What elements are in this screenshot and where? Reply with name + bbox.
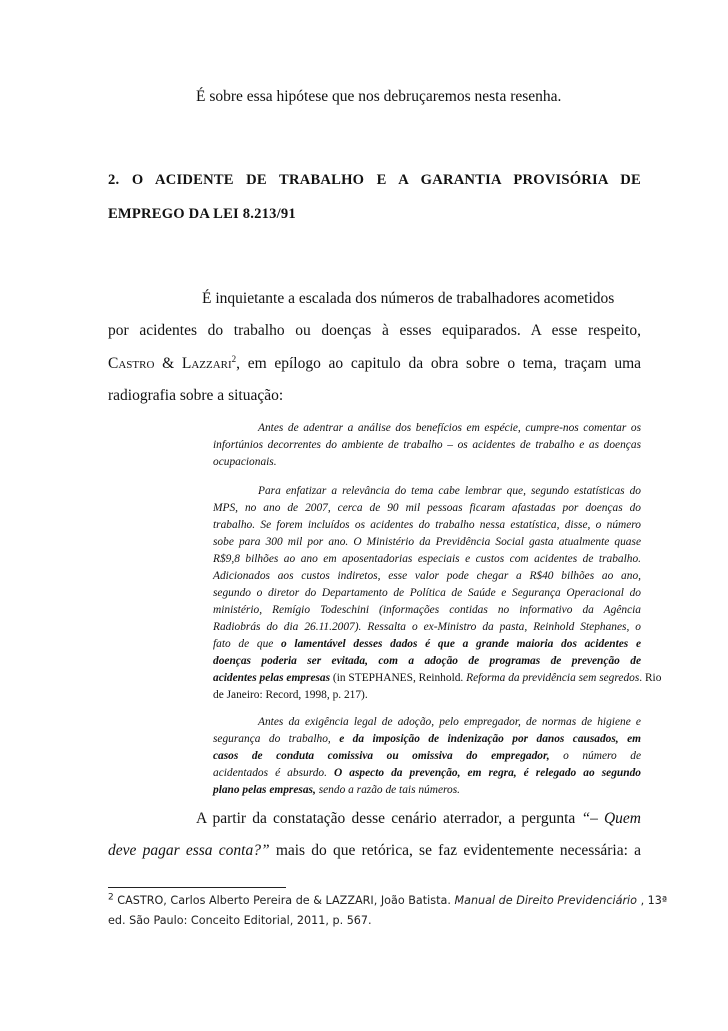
quote-2-line-10-a: fato de que (213, 638, 282, 650)
quote-3-line-4 (213, 767, 641, 779)
quote-2-line-12-b: (in STEPHANES, Reinhold. (330, 672, 467, 684)
author-lazzari-initial: L (181, 355, 192, 372)
quote-2-line-9: Radiobrás do dia 26.11.2007). Ressalta o ex-Ministro da pasta, Reinhold Stephanes, o (213, 621, 641, 633)
paragraph-2-line-2-b: mais do que retórica, se faz evidentemente necessária: a (269, 842, 642, 859)
quote-2-line-1: Para enfatizar a relevância do tema cabe lembrar que, segundo estatísticas do (258, 485, 641, 497)
quote-3-line-2-a: segurança do trabalho, (213, 733, 340, 745)
paragraph-1-line-3 (108, 355, 641, 373)
quote-2-line-12-c: Reforma da previdência sem segredos (466, 672, 640, 684)
quote-2-line-12 (213, 672, 662, 684)
quote-2-line-6: Adicionados aos custos indiretos, esse valor pode chegar a R$40 bilhões ao ano, (213, 570, 641, 582)
quote-3-line-4-b: O aspecto da prevenção, em regra, é relegado ao segundo (334, 767, 641, 779)
quote-1-line-3: ocupacionais. (213, 456, 277, 468)
quote-3-line-1: Antes da exigência legal de adoção, pelo empregador, de normas de higiene e (258, 716, 641, 728)
paragraph-1-line-2: por acidentes do trabalho ou doenças à esses equiparados. A esse respeito, (108, 322, 641, 339)
quote-2-line-11 (213, 655, 641, 667)
paragraph-2-line-1 (196, 810, 641, 828)
quote-2-line-10 (213, 638, 641, 650)
footnote-line-1-c: , 13ª (637, 894, 668, 907)
footnote-line-1-a: CASTRO, Carlos Alberto Pereira de & LAZZARI, João Batista. (113, 894, 455, 907)
footnote-number: 2 (108, 892, 114, 903)
quote-2-line-7: segundo o diretor do Departamento de Política de Saúde e Segurança Operacional do (213, 587, 641, 599)
section-heading-line-1: 2. O ACIDENTE DE TRABALHO E A GARANTIA PROVISÓRIA DE (108, 172, 641, 188)
quote-3-line-5-a: plano pelas empresas, (213, 784, 316, 796)
quote-2-line-12-a: acidentes pelas empresas (213, 672, 331, 684)
section-heading-line-2: EMPREGO DA LEI 8.213/91 (108, 206, 296, 222)
quote-2-line-11-b: doenças poderia ser evitada, com a adoção de programas de prevenção de (213, 655, 641, 667)
author-lazzari-rest: AZZARI (191, 359, 232, 371)
footnote-line-1-b: Manual de Direito Previdenciário (454, 894, 638, 907)
quote-2-line-13 (213, 689, 641, 701)
quote-2-line-5: R$9,8 bilhões ao ano em aposentadorias especiais e custos com acidentes de trabalho. (213, 553, 641, 565)
quote-1-line-1: Antes de adentrar a análise dos benefícios em espécie, cumpre-nos comentar os (258, 422, 641, 434)
quote-2-line-13-text: de Janeiro: Record, 1998, p. 217). (213, 689, 368, 701)
quote-2-line-4: sobe para 300 mil por ano. O Ministério da Previdência Social gasta atualmente quase (213, 536, 641, 548)
footnote-ref: 2 (231, 353, 237, 364)
quote-3-line-3-b: o número de (549, 750, 641, 762)
intro-line: É sobre essa hipótese que nos debruçaremos nesta resenha. (196, 88, 562, 105)
author-castro-rest: ASTRO (118, 359, 155, 371)
paragraph-2-line-1-a: A partir da constatação desse cenário aterrador, a pergunta (196, 810, 582, 827)
paragraph-1-line-1: É inquietante a escalada dos números de trabalhadores acometidos (202, 290, 615, 307)
paragraph-1-line-4: radiografia sobre a situação: (108, 387, 284, 404)
quote-2-line-12-d: . Rio (639, 672, 662, 684)
author-ampersand: & (154, 355, 182, 372)
footnote-rule (108, 887, 286, 888)
footnote-line-1 (108, 892, 668, 907)
quote-2-line-10-b: o lamentável desses dados é que a grande maioria dos acidentes e (281, 638, 641, 650)
paragraph-2-line-2 (108, 842, 641, 860)
quote-3-line-3 (213, 750, 641, 762)
quote-3-line-5-b: sendo a razão de tais números. (315, 784, 461, 796)
quote-2-line-2: MPS, no ano de 2007, cerca de 90 mil pessoas ficaram afastadas por doenças do (213, 502, 641, 514)
quote-3-line-2-b: e da imposição de indenização por danos causados, em (339, 733, 641, 745)
paragraph-2-line-2-a: deve pagar essa conta?” (108, 842, 270, 859)
quote-2-line-8: ministério, Remígio Todeschini (informações contidas no informativo da Agência (213, 604, 641, 616)
quote-3-line-3-a: casos de conduta comissiva ou omissiva do empregador, (213, 750, 550, 762)
quote-3-line-2 (213, 733, 641, 745)
quote-1-line-2: infortúnios decorrentes do ambiente de trabalho – os acidentes de trabalho e as doenças (213, 439, 641, 451)
quote-3-line-4-a: acidentados é absurdo. (213, 767, 334, 779)
quote-3-line-5 (213, 784, 641, 796)
quote-2-line-3: trabalho. Se forem incluídos os acidentes do trabalho nessa estatística, disse, o número (213, 519, 641, 531)
author-castro-initial: C (108, 355, 119, 372)
paragraph-1-line-3-rest: , em epílogo ao capitulo da obra sobre o tema, traçam uma (236, 355, 642, 372)
footnote-line-2: ed. São Paulo: Conceito Editorial, 2011, p. 567. (108, 914, 372, 927)
paragraph-2-line-1-b: “– Quem (581, 810, 641, 827)
